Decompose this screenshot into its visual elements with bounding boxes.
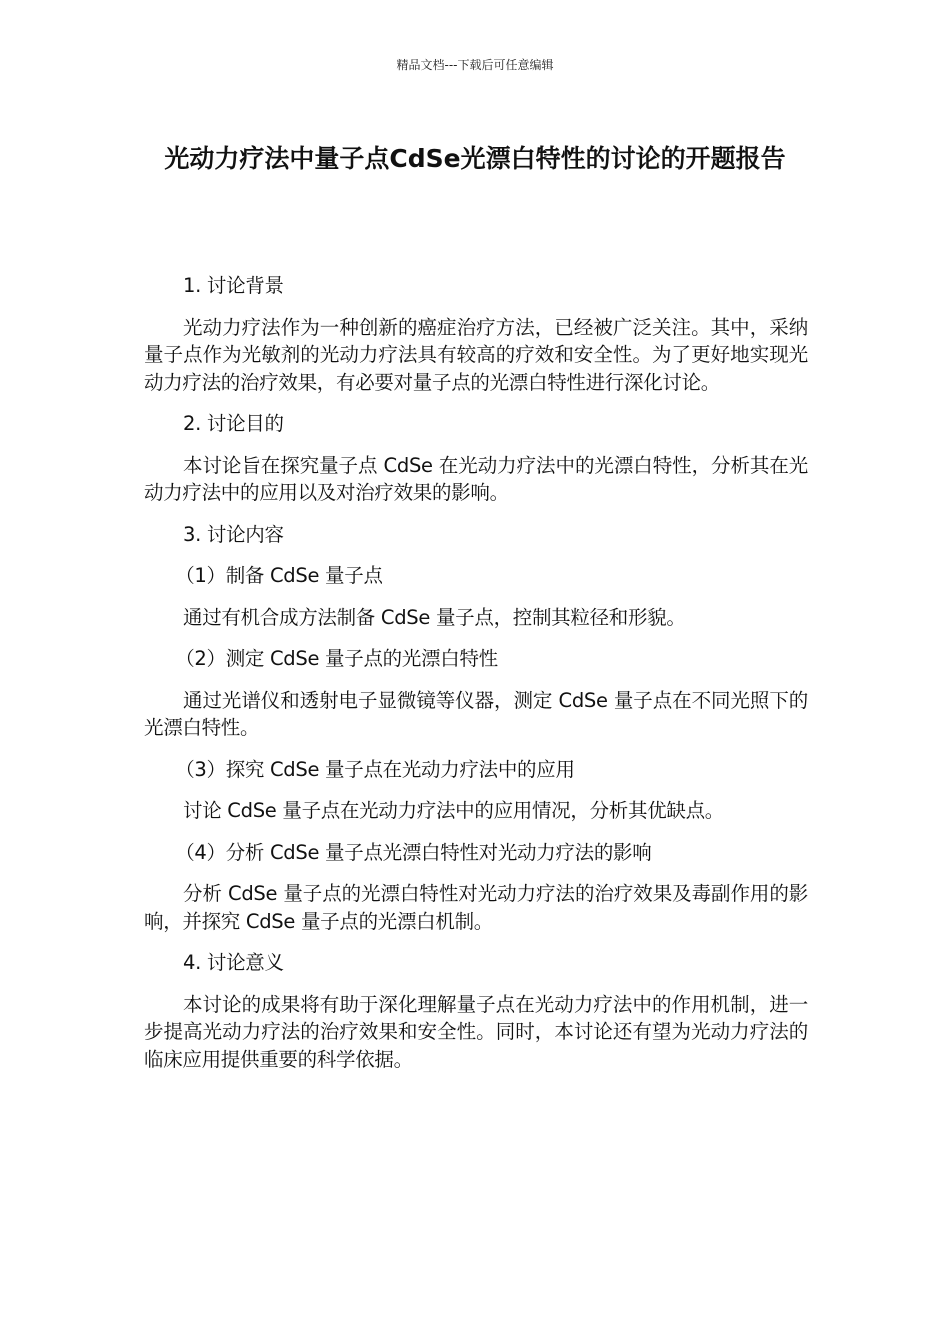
paragraph-application: 讨论 CdSe 量子点在光动力疗法中的应用情况，分析其优缺点。 <box>183 799 724 822</box>
paragraph-measure: 通过光谱仪和透射电子显微镜等仪器，测定 CdSe 量子点在不同光照下的光漂白特性。 <box>144 688 808 739</box>
document-title: 光动力疗法中量子点CdSe光漂白特性的讨论的开题报告 <box>164 144 786 173</box>
subheading-measure: （2）测定 CdSe 量子点的光漂白特性 <box>175 647 498 670</box>
document-body <box>144 272 808 1087</box>
section-heading-significance: 4. 讨论意义 <box>183 951 284 974</box>
subheading-prepare: （1）制备 CdSe 量子点 <box>175 564 383 587</box>
paragraph-purpose: 本讨论旨在探究量子点 CdSe 在光动力疗法中的光漂白特性，分析其在光动力疗法中的应用以及对治疗效果的影响。 <box>144 453 808 504</box>
paragraph-significance: 本讨论的成果将有助于深化理解量子点在光动力疗法中的作用机制，进一步提高光动力疗法的治疗效果和安全性。同时，本讨论还有望为光动力疗法的临床应用提供重要的科学依据。 <box>144 992 808 1071</box>
section-heading-background: 1. 讨论背景 <box>183 274 284 297</box>
page-header: 精品文档---下载后可任意编辑 <box>396 58 554 72</box>
section-heading-purpose: 2. 讨论目的 <box>183 412 284 435</box>
subheading-application: （3）探究 CdSe 量子点在光动力疗法中的应用 <box>175 757 575 781</box>
paragraph-prepare: 通过有机合成方法制备 CdSe 量子点，控制其粒径和形貌。 <box>183 605 686 629</box>
section-heading-content: 3. 讨论内容 <box>183 522 284 546</box>
paragraph-analysis: 分析 CdSe 量子点的光漂白特性对光动力疗法的治疗效果及毒副作用的影响，并探究 CdSe 量子点的光漂白机制。 <box>144 882 808 933</box>
subheading-analysis: （4）分析 CdSe 量子点光漂白特性对光动力疗法的影响 <box>175 840 652 864</box>
paragraph-background: 光动力疗法作为一种创新的癌症治疗方法，已经被广泛关注。其中，采纳量子点作为光敏剂的光动力疗法具有较高的疗效和安全性。为了更好地实现光动力疗法的治疗效果，有必要对量子点的光漂白特性进行深化讨论。 <box>144 315 808 394</box>
